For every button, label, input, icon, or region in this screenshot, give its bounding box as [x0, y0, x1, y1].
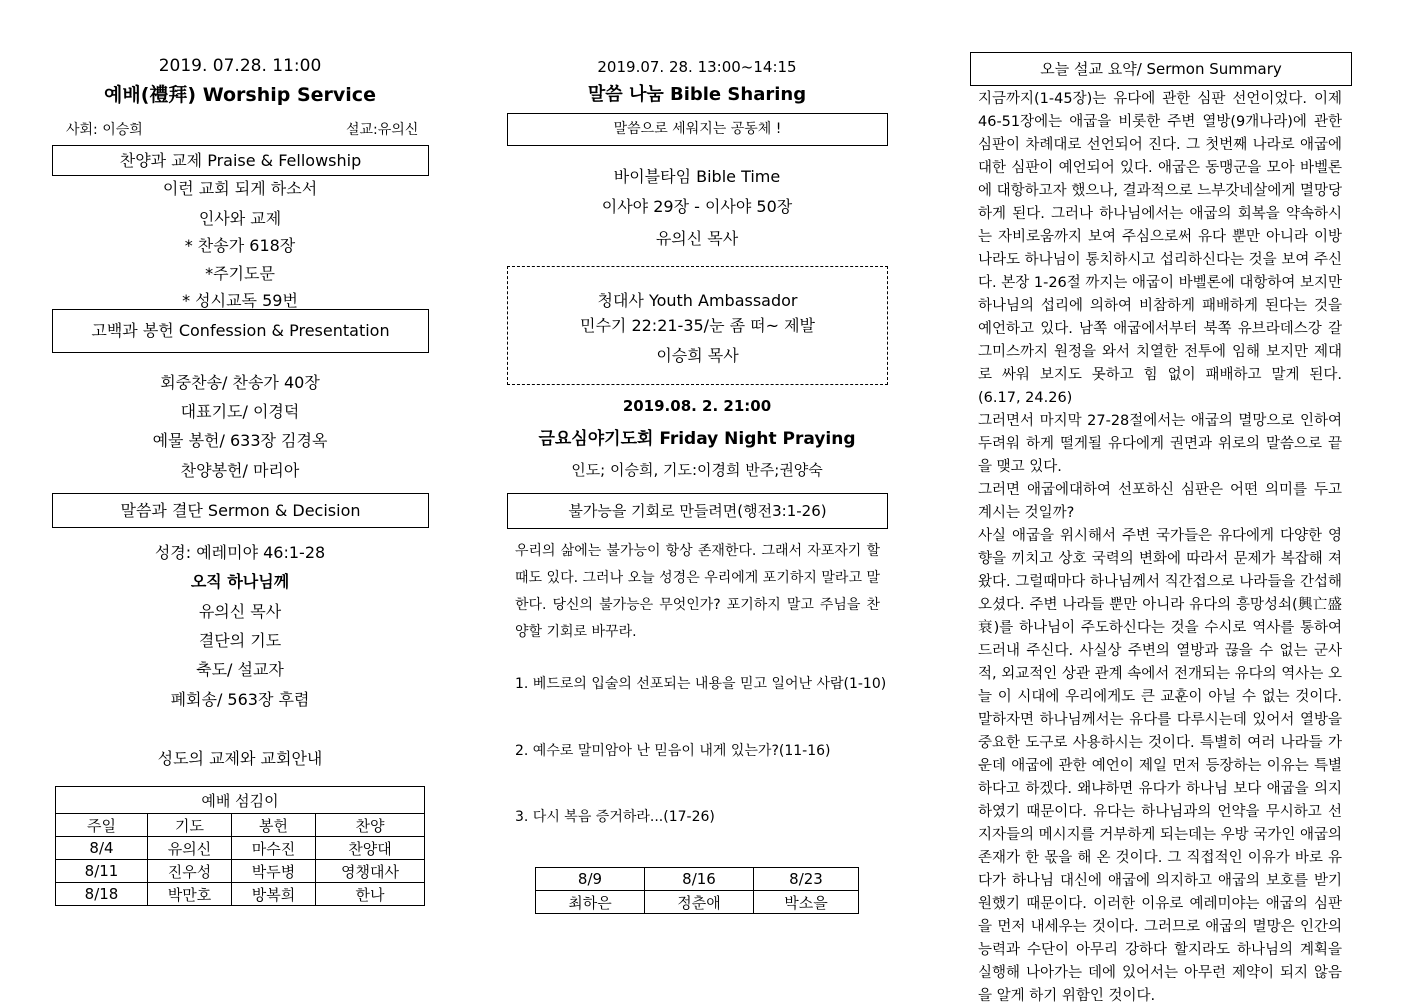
youth-ambassador-box	[507, 266, 888, 385]
column-header: 찬양	[316, 814, 425, 837]
friday-point-2: 2. 예수로 말미암아 난 믿음이 내게 있는가?(11-16)	[515, 743, 831, 759]
list-item: * 성시교독 59번	[182, 291, 298, 310]
sermon-title: 오직 하나님께	[190, 572, 290, 591]
table-cell: 한나	[316, 883, 425, 906]
list-item: 인사와 교제	[198, 209, 282, 228]
bible-time-passage: 이사야 29장 - 이사야 50장	[601, 197, 793, 216]
summary-paragraph: 그러면 애굽에대하여 선포하신 심판은 어떤 의미를 두고 계시는 것일까?	[978, 482, 1342, 521]
bible-time-title: 바이블타임 Bible Time	[613, 167, 781, 186]
list-item: 유의신 목사	[198, 602, 282, 621]
table-cell: 방복희	[232, 883, 316, 906]
table-cell: 8/4	[56, 837, 148, 860]
section-confession-header: 고백과 봉헌 Confession & Presentation	[52, 309, 429, 353]
sermon-summary-title: 오늘 설교 요약/ Sermon Summary	[970, 52, 1352, 86]
sermon-summary-body	[978, 88, 1342, 1008]
table-row	[56, 837, 425, 860]
table-cell: 8/18	[56, 883, 148, 906]
list-item: 폐회송/ 563장 후렴	[170, 690, 310, 709]
table-cell: 박소을	[754, 891, 859, 914]
list-item: *주기도문	[205, 264, 275, 283]
column-header: 기도	[148, 814, 232, 837]
table-cell: 영챙대사	[316, 860, 425, 883]
friday-intro: 우리의 삶에는 불가능이 항상 존재한다. 그래서 자포자기 할때도 있다. 그러나 오늘 성경은 우리에게 포기하지 말라고 말한다. 당신의 불가능은 무엇인가? 포기하지 말고 주님을 찬양할 기회로 바꾸라.	[515, 543, 880, 640]
friday-point-1: 1. 베드로의 입술의 선포되는 내용을 믿고 일어난 사람(1-10)	[515, 676, 887, 692]
bible-sharing-title: 말씀 나눔 Bible Sharing	[587, 84, 807, 105]
friday-point-3: 3. 다시 복음 증거하라...(17-26)	[515, 809, 715, 825]
table-cell: 진우성	[148, 860, 232, 883]
table-row	[536, 868, 859, 891]
list-item: 찬양봉헌/ 마리아	[180, 461, 300, 480]
summary-paragraph: 지금까지(1-45장)는 유다에 관한 심판 선언이었다. 이제 46-51장에는 애굽을 비롯한 주변 열방(9개나라)에 관한 심판이 차례대로 선언되어 진다. 그 첫번째 나라로 애굽에 대한 심판이 예언되어 있다. 애굽은 동맹군을 모아 바벨론에 대항하고자 했으나, 결과적으로 느부갓네살에게 멸망당하게 된다. 그러나 하나님에서는 애굽의 회복을 약속하시는 자비로움까지 보여 주심으로써 유다 뿐만 아니라 이방나라도 하나님이 통치하시고 섭리하신다는 것을 보여 주신다. 본장 1-26절 까지는 애굽이 바벨론에 대항하여 보지만 하나님의 섭리에 의하여 비참하게 패배하게 된다는 것을 예언하고 있다. 남쪽 애굽에서부터 북쪽 유브라데스강 갈그미스까지 원정을 와서 치열한 전투에 임해 보지만 제대로 싸워 보지도 못하고 힘 없이 패배하고 말게 된다.(6.17, 24.26)	[978, 91, 1342, 406]
list-item: 회중찬송/ 찬송가 40장	[160, 373, 320, 392]
friday-servers-table	[535, 867, 859, 914]
table-title: 예배 섬김이	[56, 787, 425, 814]
list-item: 예물 봉헌/ 633장 김경옥	[152, 431, 328, 450]
list-item: 대표기도/ 이경덕	[180, 402, 300, 421]
table-cell: 정춘애	[645, 891, 754, 914]
table-cell: 8/23	[754, 868, 859, 891]
table-cell: 찬양대	[316, 837, 425, 860]
table-row	[536, 891, 859, 914]
table-header-row	[56, 814, 425, 837]
list-item: 이런 교회 되게 하소서	[162, 179, 318, 198]
table-row	[56, 860, 425, 883]
section-sermon-list	[52, 540, 428, 720]
list-item: 성경: 예레미야 46:1-28	[154, 543, 326, 562]
table-row	[56, 883, 425, 906]
church-notice-heading: 성도의 교제와 교회안내	[157, 749, 323, 768]
friday-title: 금요심야기도회 Friday Night Praying	[538, 429, 856, 449]
table-cell: 8/16	[645, 868, 754, 891]
summary-paragraph: 그러면서 마지막 27-28절에서는 애굽의 멸망으로 인하여 두려워 하게 떨게될 유다에게 권면과 위로의 말씀으로 끝을 맺고 있다.	[978, 413, 1342, 475]
youth-title: 청대사 Youth Ambassador	[597, 291, 798, 310]
worship-leader: 사회: 이승희	[66, 122, 143, 138]
section-confession-list	[52, 370, 428, 480]
summary-paragraph: 사실 애굽을 위시해서 주변 국가들은 유다에게 다양한 영향을 끼치고 상호 국력의 변화에 따라서 문제가 복잡해 져왔다. 그럴때마다 하나님께서 직간접으로 나라들을 간섭해 오셨다. 주변 나라들 뿐만 아니라 유다의 흥망성쇠(興亡盛衰)를 하나님이 주도하신다는 것을 수시로 역사를 통하여 드러내 주신다. 사실상 주변의 열방과 끊을 수 없는 군사적, 외교적인 상관 관계 속에서 전개되는 유다의 역사는 오늘 이 시대에 우리에게도 큰 교훈이 아닐 수 없는 것이다. 말하자면 하나님께서는 유다를 다루시는데 있어서 열방을 중요한 도구로 사용하시는 것이다. 특별히 여러 나라들 가운데 애굽에 관한 예언이 제일 먼저 등장하는 이유는 특별하다고 하겠다. 왜냐하면 유다가 하나님 보다 애굽을 의지하였기 때문이다. 유다는 하나님과의 언약을 무시하고 선지자들의 메시지를 거부하게 되는데는 우방 국가인 애굽의 존재가 한 몫을 해 온 것이다. 그 직접적인 이유가 바로 유다가 하나님 대신에 애굽에 의지하고 애굽의 보호를 받기 원했기 때문이다. 이러한 이유로 예레미야는 애굽의 심판을 먼저 내세우는 것이다. 그러므로 애굽의 멸망은 인간의 능력과 수단이 아무리 강하다 할지라도 하나님의 계획을 실행해 나아가는 데에 있어서는 아무런 제약이 되지 않음을 알게 하기 위함인 것이다.	[978, 528, 1342, 1004]
table-cell: 마수진	[232, 837, 316, 860]
youth-pastor: 이승희 목사	[656, 346, 739, 365]
friday-sermon-box: 불가능을 기회로 만들려면(행전3:1-26)	[507, 493, 888, 529]
table-cell: 박두병	[232, 860, 316, 883]
friday-date: 2019.08. 2. 21:00	[622, 397, 772, 415]
section-praise-header: 찬양과 교제 Praise & Fellowship	[52, 145, 429, 176]
table-cell: 박만호	[148, 883, 232, 906]
section-sermon-header: 말씀과 결단 Sermon & Decision	[52, 493, 429, 528]
bible-sharing-date: 2019.07. 28. 13:00~14:15	[597, 58, 797, 76]
table-cell: 유의신	[148, 837, 232, 860]
list-item: * 찬송가 618장	[184, 236, 296, 255]
column-header: 봉헌	[232, 814, 316, 837]
motto-box: 말씀으로 세워지는 공동체 !	[507, 113, 888, 146]
youth-passage: 민수기 22:21-35/눈 좀 떠~ 제발	[579, 316, 816, 335]
column-header: 주일	[56, 814, 148, 837]
worship-preacher: 설교:유의신	[346, 122, 419, 138]
list-item: 결단의 기도	[198, 631, 282, 650]
friday-people: 인도; 이승희, 기도:이경희 반주;권양숙	[571, 461, 823, 479]
table-cell: 8/11	[56, 860, 148, 883]
section-praise-list	[52, 176, 428, 308]
list-item: 축도/ 설교자	[196, 660, 284, 679]
worship-date: 2019. 07.28. 11:00	[158, 56, 322, 76]
bible-time-pastor: 유의신 목사	[655, 229, 739, 248]
table-cell: 8/9	[536, 868, 645, 891]
worship-servers-table	[55, 786, 425, 906]
worship-title: 예배(禮拜) Worship Service	[104, 84, 376, 106]
table-cell: 최하은	[536, 891, 645, 914]
